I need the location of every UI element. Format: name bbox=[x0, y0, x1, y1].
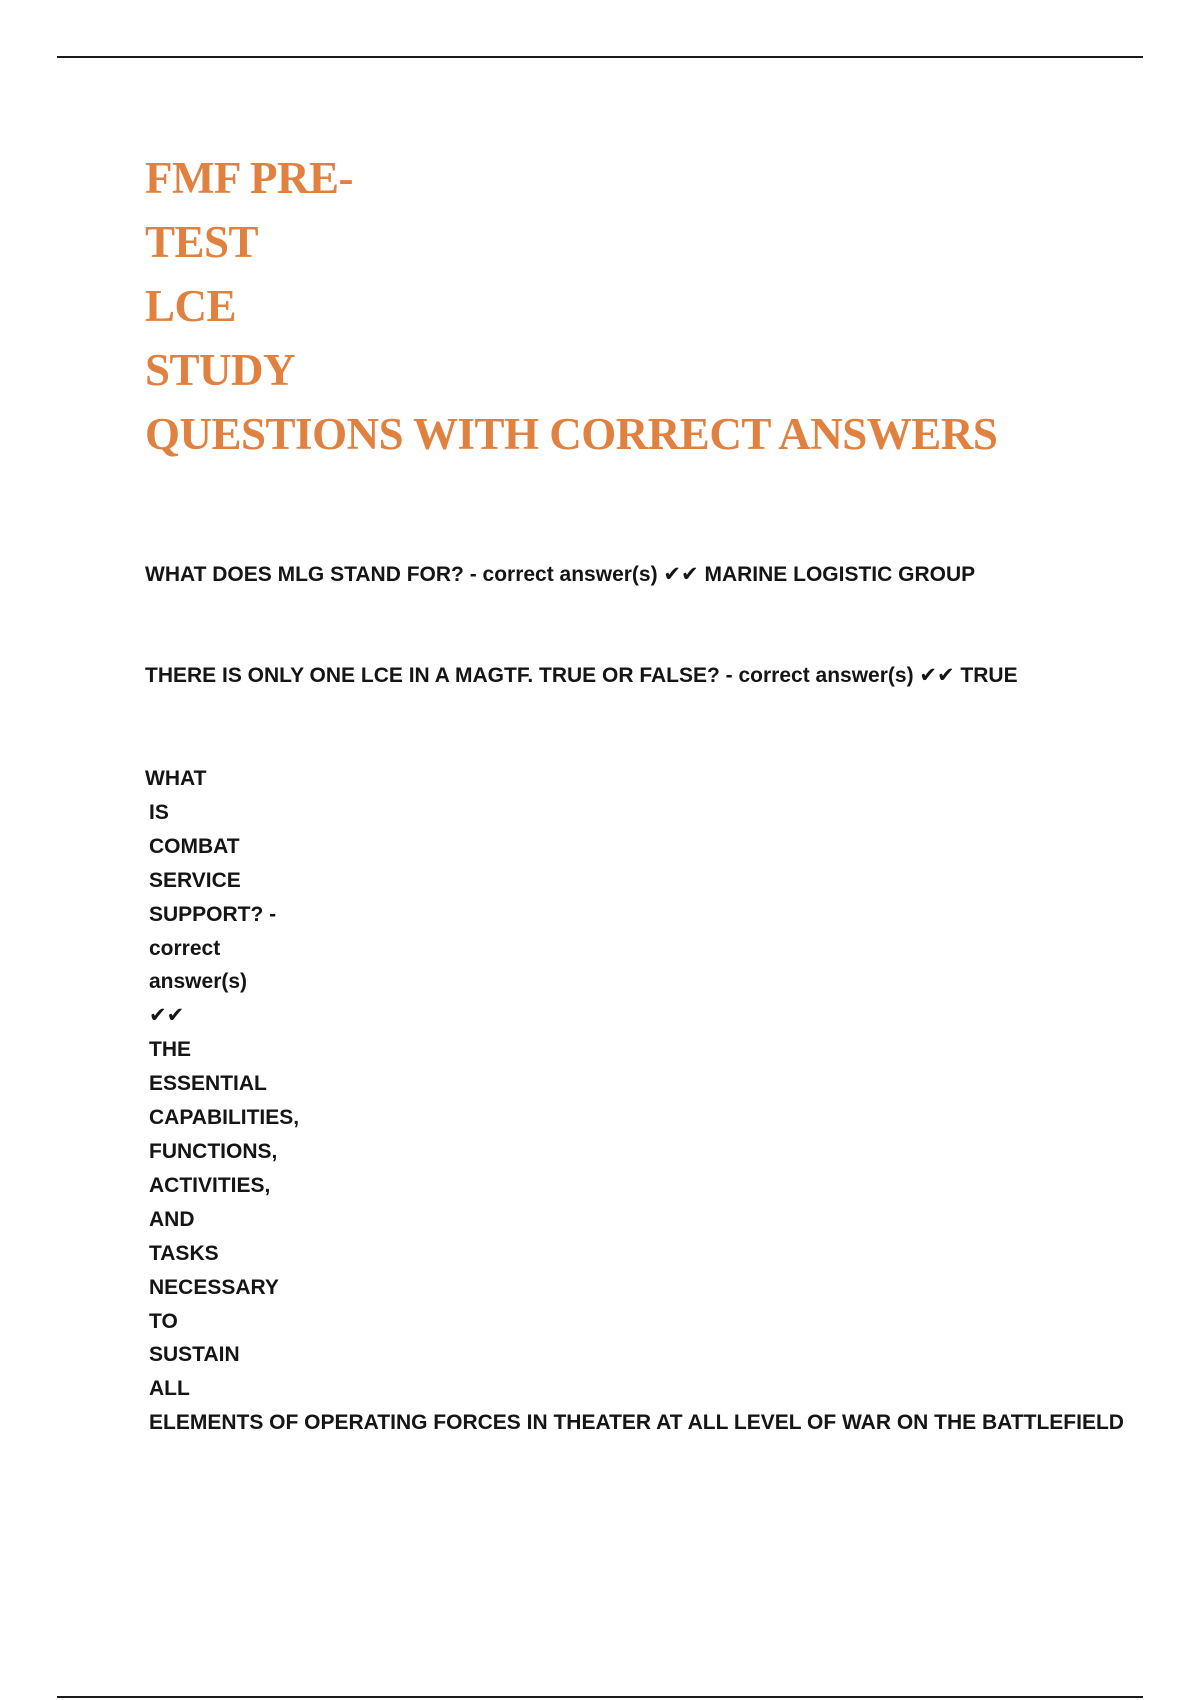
question-3-line: COMBAT bbox=[149, 834, 240, 858]
question-3-line: ELEMENTS OF OPERATING FORCES IN THEATER AT ALL LEVEL OF WAR ON THE BATTLEFIELD bbox=[149, 1411, 1124, 1435]
question-3-line: NECESSARY bbox=[149, 1275, 279, 1299]
question-3-line: SUSTAIN bbox=[149, 1343, 240, 1367]
document-title bbox=[145, 146, 997, 466]
question-3-line: ALL bbox=[149, 1377, 190, 1401]
question-answer-2: THERE IS ONLY ONE LCE IN A MAGTF. TRUE OR FALSE? - correct answer(s) ✔✔ TRUE bbox=[145, 664, 1018, 687]
question-3-line: WHAT bbox=[145, 767, 207, 790]
question-3-line: TASKS bbox=[149, 1241, 219, 1265]
question-3-line: IS bbox=[149, 800, 169, 824]
question-3-line: correct bbox=[149, 936, 221, 960]
question-answer-1: WHAT DOES MLG STAND FOR? - correct answer(s) ✔✔ MARINE LOGISTIC GROUP bbox=[145, 563, 976, 586]
title-line: FMF PRE- bbox=[145, 153, 354, 203]
title-line: QUESTIONS WITH CORRECT ANSWERS bbox=[145, 409, 998, 459]
title-line: STUDY bbox=[145, 345, 296, 395]
question-3-line: ✔✔ bbox=[149, 1004, 185, 1028]
question-3-line: ESSENTIAL bbox=[149, 1072, 267, 1096]
question-3-line: THE bbox=[149, 1038, 191, 1062]
question-3-line: SUPPORT? - bbox=[149, 902, 277, 926]
question-3-line: SERVICE bbox=[149, 868, 241, 892]
title-line: TEST bbox=[145, 217, 259, 267]
question-3-line: ACTIVITIES, bbox=[149, 1173, 271, 1197]
question-3-line: TO bbox=[149, 1309, 178, 1333]
question-3-line: answer(s) bbox=[149, 970, 248, 994]
title-line: LCE bbox=[145, 281, 237, 331]
question-answer-3 bbox=[145, 762, 1124, 1440]
question-3-line: FUNCTIONS, bbox=[149, 1139, 278, 1163]
question-3-line: AND bbox=[149, 1207, 195, 1231]
question-3-line: CAPABILITIES, bbox=[149, 1106, 300, 1130]
top-rule bbox=[57, 56, 1143, 58]
bottom-rule bbox=[57, 1696, 1143, 1698]
